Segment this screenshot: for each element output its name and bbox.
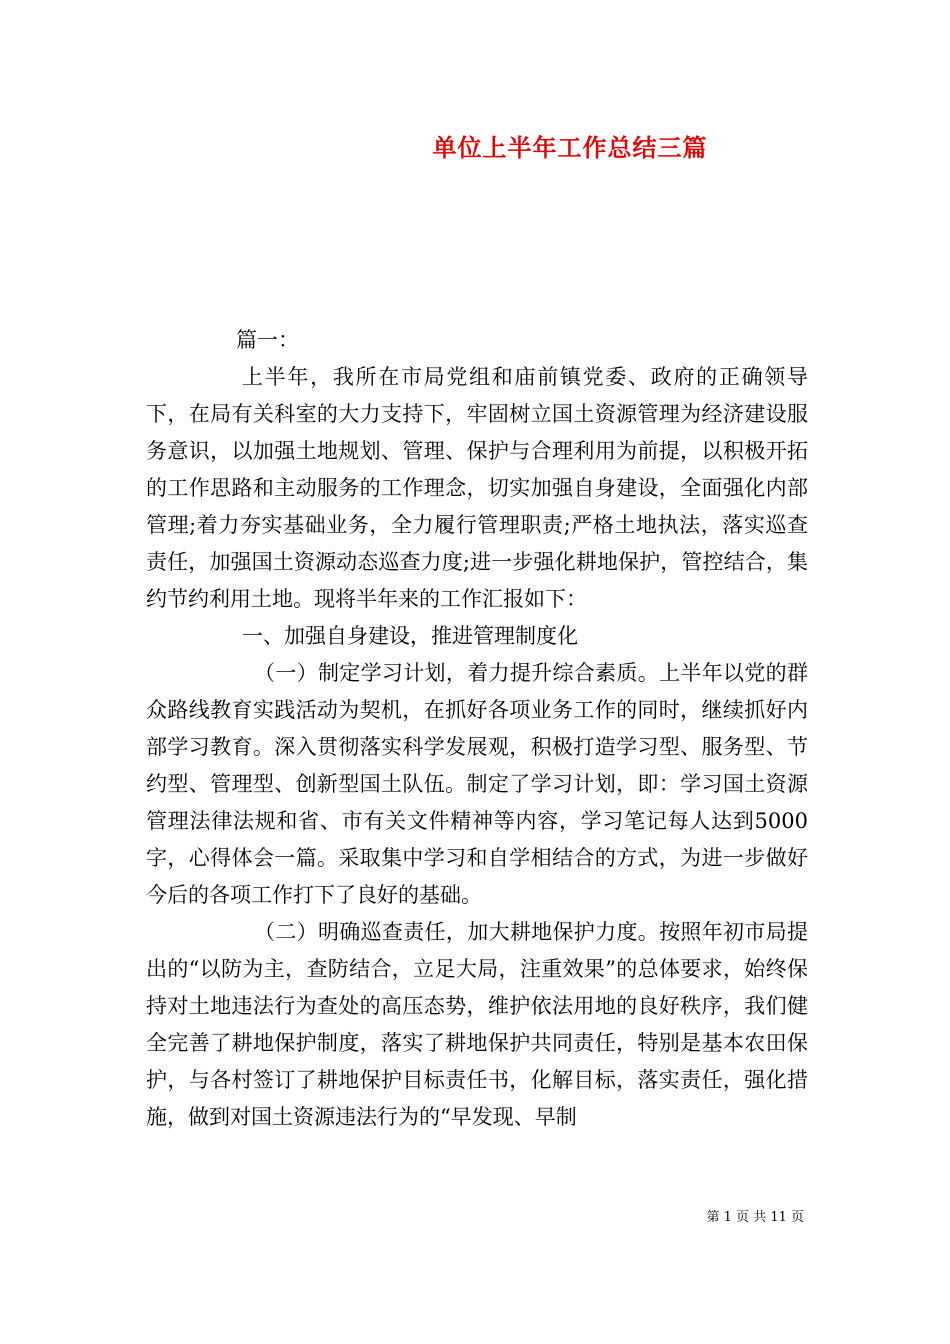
document-body: [146, 322, 808, 1136]
document-title: 单位上半年工作总结三篇: [432, 133, 708, 162]
paragraph-intro: 上半年，我所在市局党组和庙前镇党委、政府的正确领导下，在局有关科室的大力支持下，牢固树立国土资源管理为经济建设服务意识，以加强土地规划、管理、保护与合理利用为前提，以积极开拓的工作思路和主动服务的工作理念，切实加强自身建设，全面强化内部管理;着力夯实基础业务，全力履行管理职责;严格土地执法，落实巡查责任，加强国土资源动态巡查力度;进一步强化耕地保护，管控结合，集约节约利用土地。现将半年来的工作汇报如下：: [146, 365, 808, 611]
paragraph-subsection-2: （二）明确巡查责任，加大耕地保护力度。按照年初市局提出的“以防为主，查防结合，立足大局，注重效果”的总体要求，始终保持对土地违法行为查处的高压态势，维护依法用地的良好秩序，我们健全完善了耕地保护制度，落实了耕地保护共同责任，特别是基本农田保护，与各村签订了耕地保护目标责任书，化解目标，落实责任，强化措施，做到对国土资源违法行为的“早发现、早制: [146, 920, 808, 1129]
section-heading-1: 一、加强自身建设，推进管理制度化: [242, 624, 578, 648]
paragraph-subsection-1: （一）制定学习计划，着力提升综合素质。上半年以党的群众路线教育实践活动为契机，在抓好各项业务工作的同时，继续抓好内部学习教育。深入贯彻落实科学发展观，积极打造学习型、服务型、节约型、管理型、创新型国土队伍。制定了学习计划，即：学习国土资源管理法律法规和省、市有关文件精神等内容，学习笔记每人达到5000字，心得体会一篇。采取集中学习和自学相结合的方式，为进一步做好今后的各项工作打下了良好的基础。: [146, 661, 808, 907]
page-number-footer: 第 1 页 共 11 页: [706, 1210, 804, 1225]
section-label: 篇一：: [236, 328, 299, 352]
